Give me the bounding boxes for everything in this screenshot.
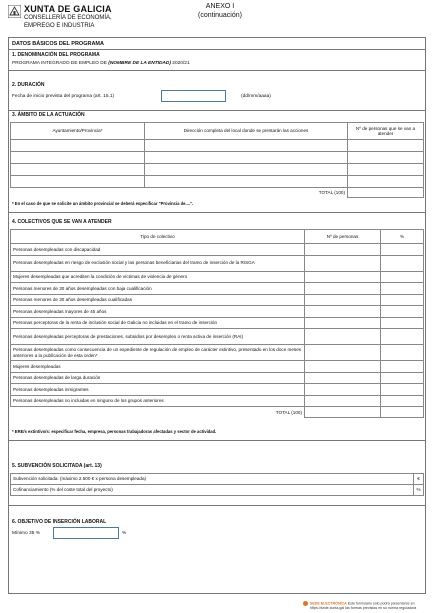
percent-unit: % xyxy=(414,485,424,496)
collectives-col-percent: % xyxy=(381,230,424,244)
scope-col-address: Dirección completa del local donde se prestarán las acciones xyxy=(145,123,348,140)
table-row xyxy=(11,176,424,188)
divider xyxy=(8,505,426,506)
table-row: Personas desempleadas perceptoras de prestaciones, subsidios por desempleo o renta activa de inserción (RAI) xyxy=(11,329,424,345)
table-row xyxy=(11,164,424,176)
table-row: Personas desempleadas como consecuencia de un expediente de regulación de empleo de carácter extintivo, presentado en los doce meses anteriores a la publicación de esta orden* xyxy=(11,345,424,361)
table-row: Personas desempleadas con discapacidad xyxy=(11,244,424,256)
table-row xyxy=(11,485,424,496)
table-row: Personas desempleadas no incluidas en ninguno de los grupos anteriores xyxy=(11,395,424,407)
program-name-text: PROGRAMA INTEGRADO DE EMPLEO DE (NOMBRE DE LA ENTIDAD) 2020/21 xyxy=(12,61,190,66)
objective-label: Mínimo 35 % xyxy=(12,531,40,536)
basic-data-title: DATOS BÁSICOS DEL PROGRAMA xyxy=(12,41,104,47)
collectives-col-persons: Nº de personas xyxy=(305,230,381,244)
scope-title: 3. ÁMBITO DE LA ACTUACIÓN xyxy=(12,112,85,118)
divider xyxy=(8,212,426,213)
start-date-input[interactable] xyxy=(161,90,226,102)
total-row xyxy=(11,407,424,418)
divider xyxy=(8,440,426,441)
total-row xyxy=(11,188,424,198)
divider xyxy=(8,110,426,111)
euro-unit: € xyxy=(414,474,424,485)
divider xyxy=(8,70,426,71)
date-format-hint: (dd/mm/aaaa) xyxy=(241,94,271,99)
collectives-total-percent[interactable] xyxy=(381,407,424,418)
table-row: Mujeres desempleadas que acrediten la condición de víctimas de violencia de género xyxy=(11,271,424,283)
total-label: TOTAL (100) xyxy=(145,188,348,198)
objective-input[interactable] xyxy=(53,527,119,539)
subsidy-requested-input[interactable]: Subvención solicitada: (máximo 2.500 € x persona desempleada) xyxy=(11,474,414,485)
scope-footnote: * En el caso de que se solicite un ámbito provincial se deberá especificar "Provincia de....". xyxy=(12,201,194,206)
scope-table xyxy=(10,122,424,198)
table-row: Personas desempleadas de larga duración xyxy=(11,372,424,384)
e-office-stamp: SEDE ELECTRÓNICA Este formulario sólo podrá presentarse en https://sede.xunta.gal las formas previstas en su norma reguladora xyxy=(303,601,431,610)
table-row: Personas desempleadas inmigrantes xyxy=(11,384,424,396)
scope-col-municipality: Ayuntamiento/Provincia* xyxy=(11,123,145,140)
divider xyxy=(8,49,426,50)
objective-title: 6. OBJETIVO DE INSERCIÓN LABORAL xyxy=(12,519,107,525)
collectives-footnote: * ERE/s extintivo/s: especificar fecha, empresa, personas trabajadoras afectadas y sector de actividad. xyxy=(12,429,217,434)
cofinancing-input[interactable]: Cofinanciamiento (% del coste total del proyecto) xyxy=(11,485,414,496)
collectives-col-type: Tipo de colectivo xyxy=(11,230,305,244)
e-office-icon xyxy=(303,601,308,606)
annex-label: ANEXO I (continuación) xyxy=(198,3,242,19)
scope-col-persons: Nº de personas que se van a atender xyxy=(348,123,424,140)
table-row: Mujeres desempleadas xyxy=(11,361,424,373)
table-row: Personas perceptoras de la renta de inclusión social de Galicia no incluidas en el tramo de inserción xyxy=(11,317,424,329)
scope-total-input[interactable] xyxy=(348,188,424,198)
collectives-total-persons[interactable] xyxy=(305,407,381,418)
table-row xyxy=(11,140,424,152)
org-name: XUNTA DE GALICIA xyxy=(24,4,112,14)
objective-unit: % xyxy=(122,531,127,536)
start-date-label: Fecha de inicio prevista del programa (art. 15.1) xyxy=(12,94,115,99)
subsidy-table xyxy=(10,473,424,496)
table-row xyxy=(11,152,424,164)
table-row xyxy=(11,474,424,485)
table-row: Personas desempleadas mayores de 45 años xyxy=(11,306,424,318)
duration-title: 2. DURACIÓN xyxy=(12,82,45,88)
xunta-logo-icon xyxy=(8,5,21,18)
total-label: TOTAL (100) xyxy=(11,407,305,418)
program-name-title: 1. DENOMINACIÓN DEL PROGRAMA xyxy=(12,52,100,58)
table-row: Personas menores de 30 años desempleadas cualificadas xyxy=(11,294,424,306)
subsidy-title: 5. SUBVENCIÓN SOLICITADA (art. 13) xyxy=(12,463,102,469)
collectives-title: 4. COLECTIVOS QUE SE VAN A ATENDER xyxy=(12,219,112,225)
department-name: CONSELLERÍA DE ECONOMÍA, EMPREGO E INDUSTRIA xyxy=(24,15,112,29)
collectives-table xyxy=(10,229,424,418)
table-row: Personas desempleadas en riesgo de exclusión social y las personas beneficiarias del tramo de inserción de la RISGA xyxy=(11,255,424,271)
table-row: Personas menores de 30 años desempleadas con baja cualificación xyxy=(11,283,424,295)
